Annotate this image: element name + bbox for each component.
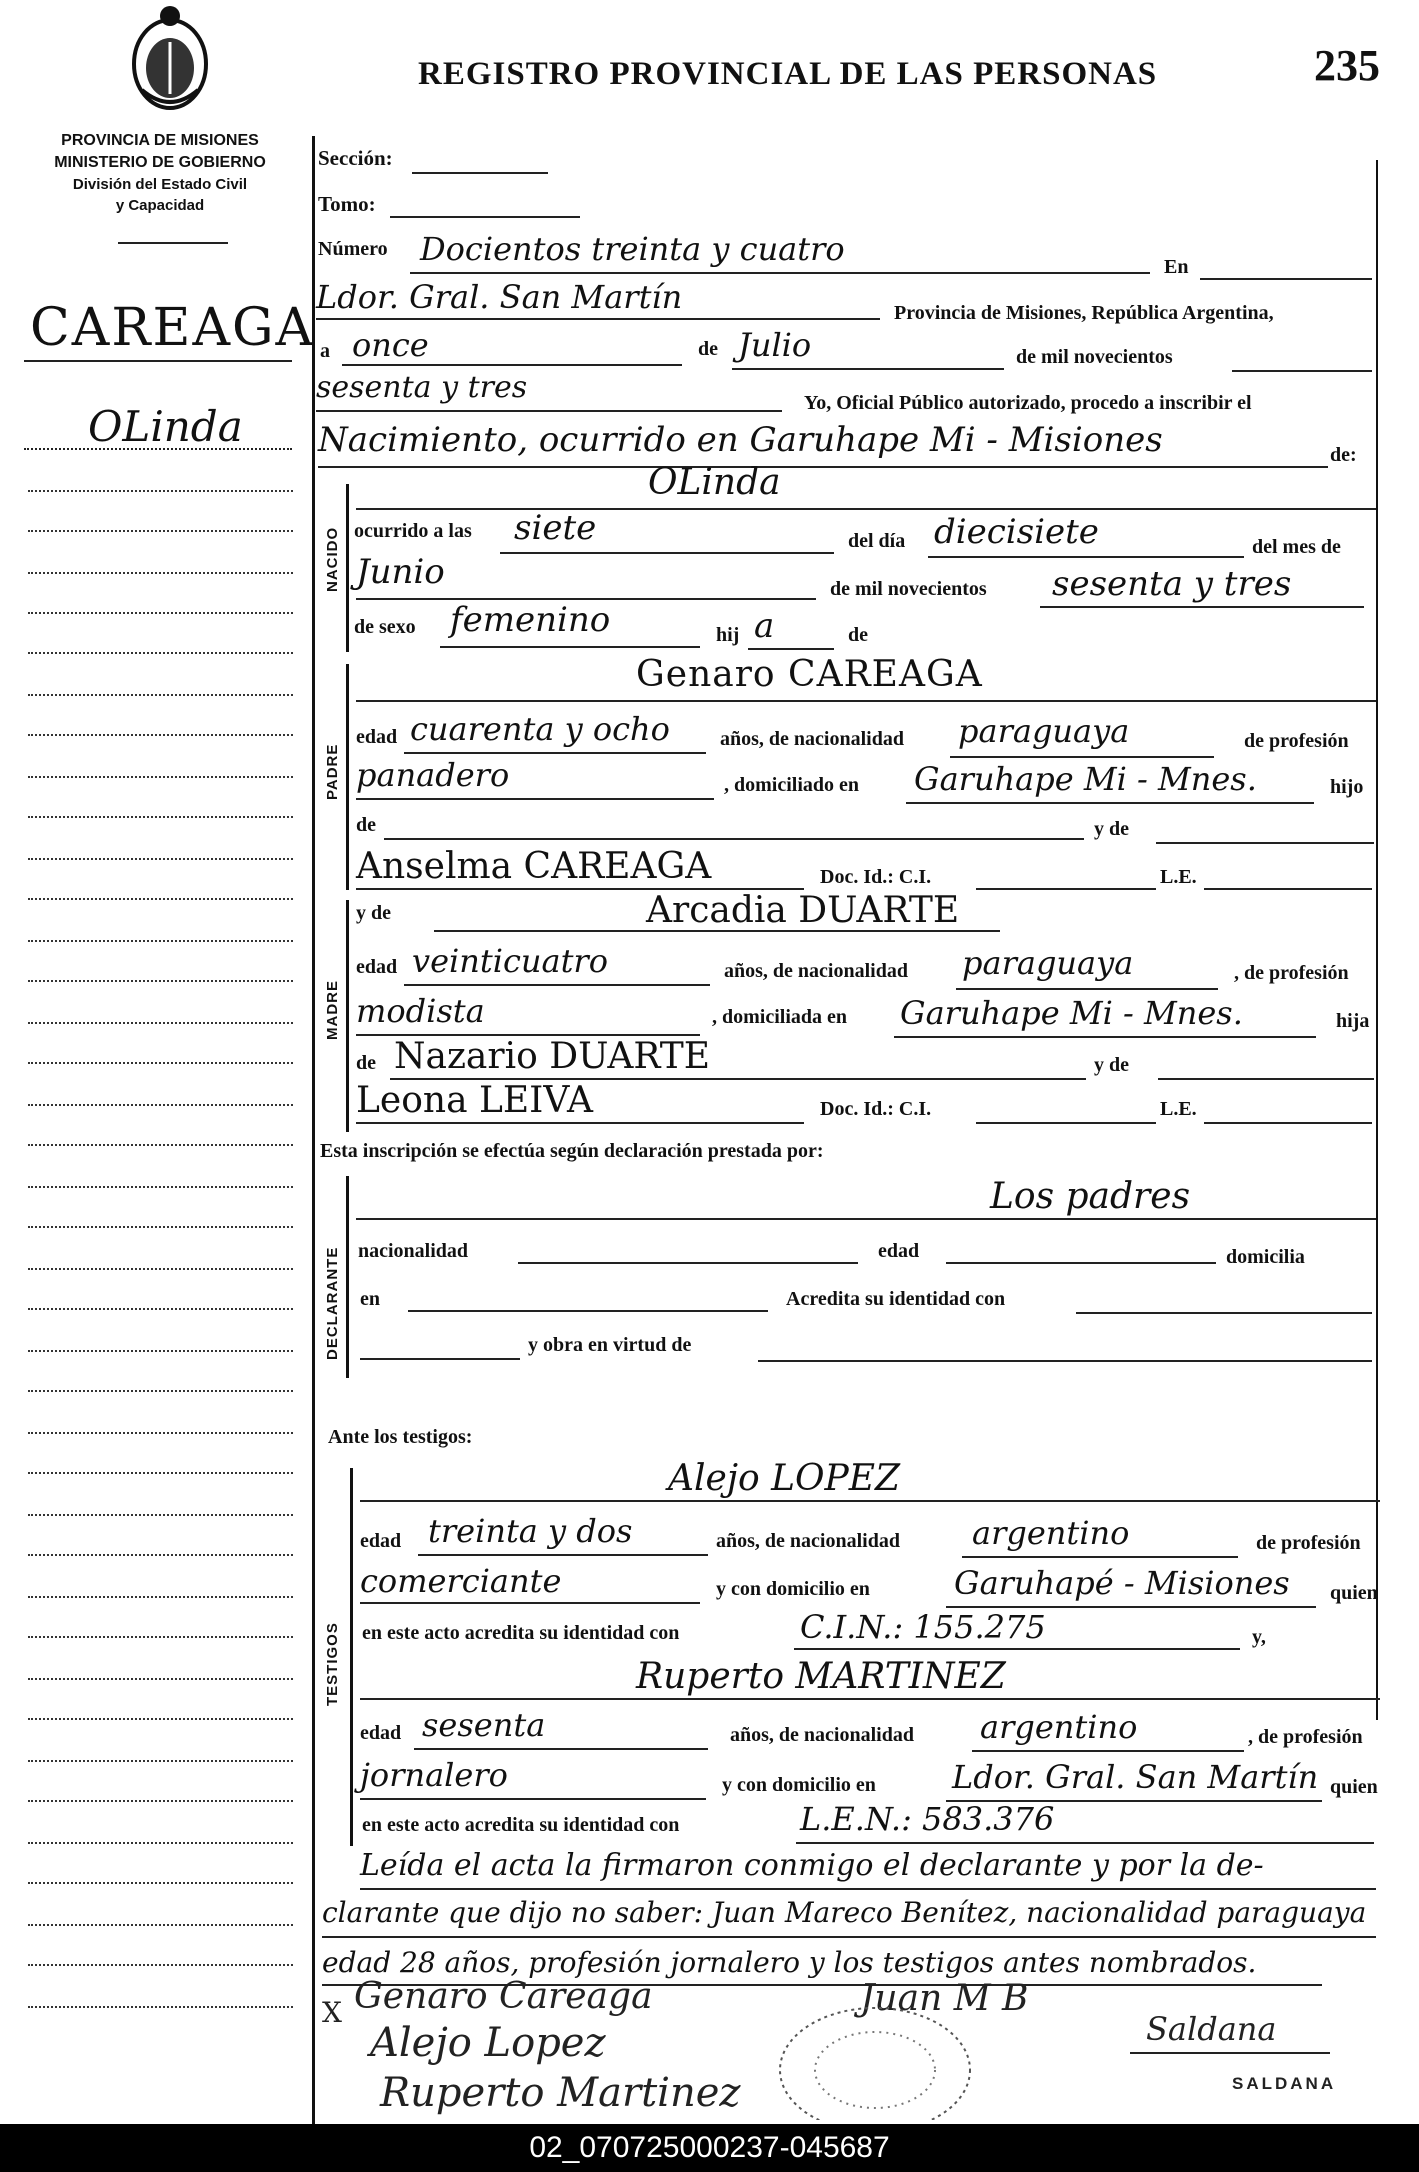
footer-code: 02_070725000237-045687 <box>529 2131 890 2164</box>
t2-documento: L.E.N.: 583.376 <box>800 1800 1055 1838</box>
coat-of-arms-seal <box>122 2 218 120</box>
del-mes-label: del mes de <box>1252 536 1341 558</box>
birth-mil-novecientos: de mil novecientos <box>830 578 987 600</box>
t1-name: Alejo LOPEZ <box>668 1458 901 1499</box>
closing-line-2: clarante que dijo no saber: Juan Mareco Benítez, nacionalidad paraguaya <box>322 1896 1367 1929</box>
nacido-de-label: de <box>848 624 868 646</box>
madre-mother-name: Leona LEIVA <box>356 1080 593 1121</box>
closing-line-1: Leída el acta la firmaron conmigo el declarante y por la de- <box>360 1848 1264 1883</box>
madre-profesion: modista <box>356 992 485 1030</box>
padre-hijo-label: hijo <box>1330 776 1364 798</box>
tomo-label: Tomo: <box>318 192 376 216</box>
madre-nacionalidad: paraguaya <box>962 944 1134 982</box>
birth-day-value: diecisiete <box>934 512 1099 552</box>
org-province: PROVINCIA DE MISIONES <box>61 132 259 149</box>
madre-de-label: de <box>356 1052 376 1074</box>
t1-nacionalidad: argentino <box>972 1514 1130 1552</box>
madre-name: Arcadia DUARTE <box>646 890 960 931</box>
nacido-name: OLinda <box>648 462 781 503</box>
padre-anos-nac: años, de nacionalidad <box>720 728 904 750</box>
declarante-en-label: en <box>360 1288 380 1310</box>
declarante-intro: Esta inscripción se efectúa según declaración prestada por: <box>320 1140 824 1162</box>
oficial-text: Yo, Oficial Público autorizado, procedo a inscribir el <box>804 392 1252 414</box>
padre-edad-value: cuarenta y ocho <box>410 710 670 748</box>
t1-profesion: comerciante <box>360 1562 562 1600</box>
padre-profesion: panadero <box>356 756 510 794</box>
t2-domicilio-label: y con domicilio en <box>722 1774 876 1796</box>
declarante-value: Los padres <box>990 1176 1191 1217</box>
footer-bar <box>0 2124 1419 2172</box>
padre-name: Genaro CAREAGA <box>636 654 983 695</box>
t2-profesion: jornalero <box>360 1756 508 1794</box>
padre-le-label: L.E. <box>1160 866 1197 888</box>
signature-x-mark: X <box>322 1996 342 2029</box>
madre-de-profesion: , de profesión <box>1234 962 1349 984</box>
year-value: sesenta y tres <box>316 370 528 405</box>
signature-ruperto: Ruperto Martinez <box>380 2070 741 2116</box>
madre-doc-label: Doc. Id.: C.I. <box>820 1098 932 1120</box>
en-label: En <box>1164 256 1189 278</box>
de-label: de <box>698 338 718 360</box>
org-ministry: MINISTERIO DE GOBIERNO <box>54 154 266 171</box>
month-value: Julio <box>738 326 812 364</box>
org-capacity: y Capacidad <box>115 197 205 214</box>
page-number: 235 <box>1314 41 1380 90</box>
madre-domicilio: Garuhape Mi - Mnes. <box>900 994 1243 1032</box>
padre-edad-label: edad <box>356 726 398 748</box>
de-colon: de: <box>1330 444 1357 466</box>
sexo-value: femenino <box>450 600 611 640</box>
numero-value: Docientos treinta y cuatro <box>420 230 845 268</box>
declarante-edad-label: edad <box>878 1240 920 1262</box>
madre-edad-label: edad <box>356 956 398 978</box>
hour-value: siete <box>514 508 597 548</box>
t2-nacionalidad: argentino <box>980 1708 1138 1746</box>
madre-father-name: Nazario DUARTE <box>394 1036 711 1077</box>
del-dia-label: del día <box>848 530 906 552</box>
t1-acredita-label: en este acto acredita su identidad con <box>362 1622 680 1644</box>
padre-de-label: de <box>356 814 376 836</box>
t2-name: Ruperto MARTINEZ <box>636 1656 1006 1697</box>
madre-y-de2-label: y de <box>1094 1054 1129 1076</box>
t2-domicilio: Ldor. Gral. San Martín <box>952 1758 1319 1796</box>
declarante-label: DECLARANTE <box>324 1246 341 1360</box>
document-title: REGISTRO PROVINCIAL DE LAS PERSONAS <box>418 56 1158 92</box>
signature-alejo: Alejo Lopez <box>370 2020 606 2066</box>
t1-domicilio-label: y con domicilio en <box>716 1578 870 1600</box>
birth-year-value: sesenta y tres <box>1052 564 1292 604</box>
stamp-text: SALDANA <box>1232 2074 1337 2093</box>
t1-domicilio: Garuhapé - Misiones <box>954 1564 1290 1602</box>
t2-edad-label: edad <box>360 1722 402 1744</box>
madre-edad-value: veinticuatro <box>412 942 608 980</box>
numero-label: Número <box>318 238 388 260</box>
sexo-label: de sexo <box>354 616 416 638</box>
t2-edad: sesenta <box>422 1706 546 1744</box>
padre-de-profesion: de profesión <box>1244 730 1349 752</box>
declarante-acredita-label: Acredita su identidad con <box>786 1288 1006 1310</box>
signature-juan: Juan M B <box>860 1978 1029 2019</box>
madre-y-de-label: y de <box>356 902 391 924</box>
padre-nacionalidad: paraguaya <box>958 712 1130 750</box>
nacido-label: NACIDO <box>324 526 341 592</box>
t2-acredita-label: en este acto acredita su identidad con <box>362 1814 680 1836</box>
t1-quien-label: quien <box>1330 1582 1378 1604</box>
margin-surname: CAREAGA <box>30 298 316 358</box>
birth-month-value: Junio <box>356 552 445 592</box>
t1-anos-label: años, de nacionalidad <box>716 1530 900 1552</box>
signature-genaro: Genaro Careaga <box>354 1976 653 2017</box>
t2-quien-label: quien <box>1330 1776 1378 1798</box>
day-value: once <box>352 326 429 364</box>
declarante-domicilia-label: domicilia <box>1226 1246 1305 1268</box>
provincia-text: Provincia de Misiones, República Argentina, <box>894 302 1274 324</box>
t1-documento: C.I.N.: 155.275 <box>800 1608 1046 1646</box>
padre-domicilio: Garuhape Mi - Mnes. <box>914 760 1257 798</box>
a-label: a <box>320 340 330 362</box>
madre-hija-label: hija <box>1336 1010 1370 1032</box>
declarante-nacionalidad-label: nacionalidad <box>358 1240 469 1262</box>
madre-label: MADRE <box>324 980 341 1040</box>
madre-domiciliada-label: , domiciliada en <box>712 1006 848 1028</box>
padre-domiciliado-label: , domiciliado en <box>724 774 860 796</box>
seccion-label: Sección: <box>318 146 393 170</box>
t1-edad-label: edad <box>360 1530 402 1552</box>
declarante-obra-label: y obra en virtud de <box>528 1334 692 1356</box>
signature-official: Saldana <box>1146 2010 1277 2048</box>
t1-edad: treinta y dos <box>428 1512 633 1550</box>
org-underline <box>118 242 228 244</box>
t2-de-profesion: , de profesión <box>1248 1726 1363 1748</box>
madre-anos-nac: años, de nacionalidad <box>724 960 908 982</box>
padre-y-de-label: y de <box>1094 818 1129 840</box>
madre-le-label: L.E. <box>1160 1098 1197 1120</box>
closing-line-3: edad 28 años, profesión jornalero y los testigos antes nombrados. <box>322 1946 1257 1979</box>
ocurrido-label: ocurrido a las <box>354 520 472 542</box>
mil-novecientos: de mil novecientos <box>1016 346 1173 368</box>
org-division: División del Estado Civil <box>72 176 248 193</box>
testigos-intro: Ante los testigos: <box>328 1426 473 1448</box>
place-value: Ldor. Gral. San Martín <box>316 278 683 316</box>
padre-mother-name: Anselma CAREAGA <box>356 846 712 887</box>
margin-given-name: OLinda <box>88 402 243 451</box>
t1-de-profesion: de profesión <box>1256 1532 1361 1554</box>
t1-y-label: y, <box>1252 1626 1266 1648</box>
hij-label: hij <box>716 624 740 646</box>
t2-anos-label: años, de nacionalidad <box>730 1724 914 1746</box>
official-stamp <box>770 2000 980 2120</box>
padre-doc-label: Doc. Id.: C.I. <box>820 866 932 888</box>
padre-label: PADRE <box>324 743 341 800</box>
testigos-label: TESTIGOS <box>324 1622 341 1706</box>
acta-value: Nacimiento, ocurrido en Garuhape Mi - Misiones <box>318 420 1163 460</box>
hij-value: a <box>754 606 775 646</box>
